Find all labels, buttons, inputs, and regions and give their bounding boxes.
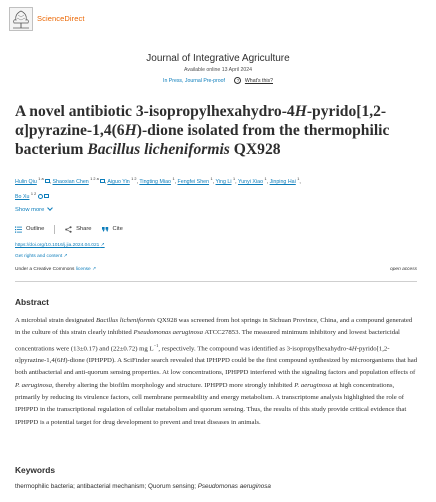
doi-link[interactable]: https://doi.org/10.1016/j.jia.2024.04.021 ↗	[15, 243, 105, 248]
author[interactable]: Shaoxian Chen $^{1 2 a}$	[53, 179, 105, 185]
article-title: A novel antibiotic 3-isopropylhexahydro-4H-pyrido[1,2-α]pyrazine-1,4(6H)-dione isolated from the thermophilic bacterium Bacillus licheniformis QX928	[15, 103, 390, 158]
abstract-text: A microbial strain designated Bacillus licheniformis QX928 was screened from hot springs in Sichuan Province, China, and a compound generated in the culture of this strain clearly inhibited Pseudomonas aeruginosa ATCC27853. The measured minimum inhibitory and lowest bactericidal concentrations were (13±0.17) and (22±0.72) mg $L^{-1}$, respectively. The compound was identified as 3-isopropylhexahydro-4H-pyrido[1,2-α]pyrazine-1,4(6H)-dione (IPHPPD). A SciFinder search revealed that IPHPPD could be the first compound synthesized by microorganisms that had both antibacterial and anti-quorum sensing properties. At low concentrations, IPHPPD interfered with the signaling factors and population effects of P. aeruginosa, thereby altering the biofilm morphology and structure. IPHPPD more strongly inhibited P. aeruginosa at high concentrations, primarily by reducing its virulence factors, cell membrane permeability and energy metabolism. A transcriptome analysis highlighted the role of IPHPPD in the transcriptional regulation of cellular metabolism and quorum sensing. Thus, the results of this study provide critical evidence that IPHPPD is a potential target for drug development to prevent and treat diseases in animals.	[15, 317, 418, 426]
author-list: Hulin Qiu $^{1 a}$ , Shaoxian Chen $^{1 2 a}$ , Aiguo Yin $^{1 2}$, Tingting Miao $^1$, Fengfei Shen $^1$, Ying Li $^1$, Yunyi Xiao $^1$, Jinping Hai $^1$, Bo Xu $^{1 2}$	[15, 177, 301, 200]
show-more-button[interactable]: Show more	[15, 206, 52, 213]
email-icon[interactable]	[44, 194, 49, 198]
help-icon[interactable]: ?	[234, 77, 241, 84]
author[interactable]: Jinping Hai $^1$	[269, 177, 300, 185]
license-row: Under a Creative Commons license ↗ open access	[15, 267, 417, 272]
journal-title[interactable]: Journal of Integrative Agriculture	[146, 53, 290, 64]
quote-icon	[102, 226, 109, 233]
list-icon	[15, 226, 22, 233]
author[interactable]: Yunyi Xiao $^1$	[237, 177, 267, 185]
email-icon[interactable]	[100, 179, 105, 183]
article-toolbar	[15, 224, 133, 234]
keywords-list: thermophilic bacteria; antibacterial mechanism; Quorum sensing; Pseudomonas aeruginosa	[15, 483, 271, 490]
author[interactable]: Tingting Miao $^1$	[139, 177, 175, 185]
section-divider	[15, 281, 417, 282]
abstract-heading: Abstract	[15, 297, 49, 307]
in-press-row	[0, 77, 436, 84]
available-online-date: Available online 13 April 2024	[184, 67, 252, 73]
external-link-icon: ↗	[100, 243, 105, 248]
keywords-heading: Keywords	[15, 465, 56, 475]
open-access-label: open access	[390, 267, 417, 272]
email-icon[interactable]	[45, 179, 50, 183]
author[interactable]: Fengfei Shen $^1$	[177, 177, 213, 185]
outline-button[interactable]: Outline	[15, 226, 44, 233]
top-bar	[0, 0, 436, 34]
share-icon	[65, 226, 72, 233]
author[interactable]: Hulin Qiu $^{1 a}$	[15, 179, 50, 185]
external-link-icon: ↗	[63, 254, 68, 259]
elsevier-logo-icon[interactable]	[9, 7, 33, 31]
author[interactable]: Bo Xu $^{1 2}$	[15, 194, 49, 200]
sciencedirect-brand[interactable]: ScienceDirect	[37, 14, 85, 23]
toolbar-divider	[54, 225, 55, 234]
share-button[interactable]: Share	[65, 226, 91, 233]
cite-button[interactable]: Cite	[102, 226, 123, 233]
author[interactable]: Aiguo Yin $^{1 2}$	[107, 177, 137, 185]
external-link-icon: ↗	[90, 267, 97, 272]
whats-this-link[interactable]: What's this?	[244, 77, 273, 84]
in-press-link[interactable]: In Press, Journal Pre-proof	[163, 77, 225, 84]
person-icon[interactable]	[38, 194, 43, 199]
rights-link[interactable]: Get rights and content ↗	[15, 254, 68, 259]
chevron-down-icon	[47, 205, 53, 211]
license-link[interactable]: license	[75, 267, 91, 272]
author[interactable]: Ying Li $^1$	[215, 177, 236, 185]
